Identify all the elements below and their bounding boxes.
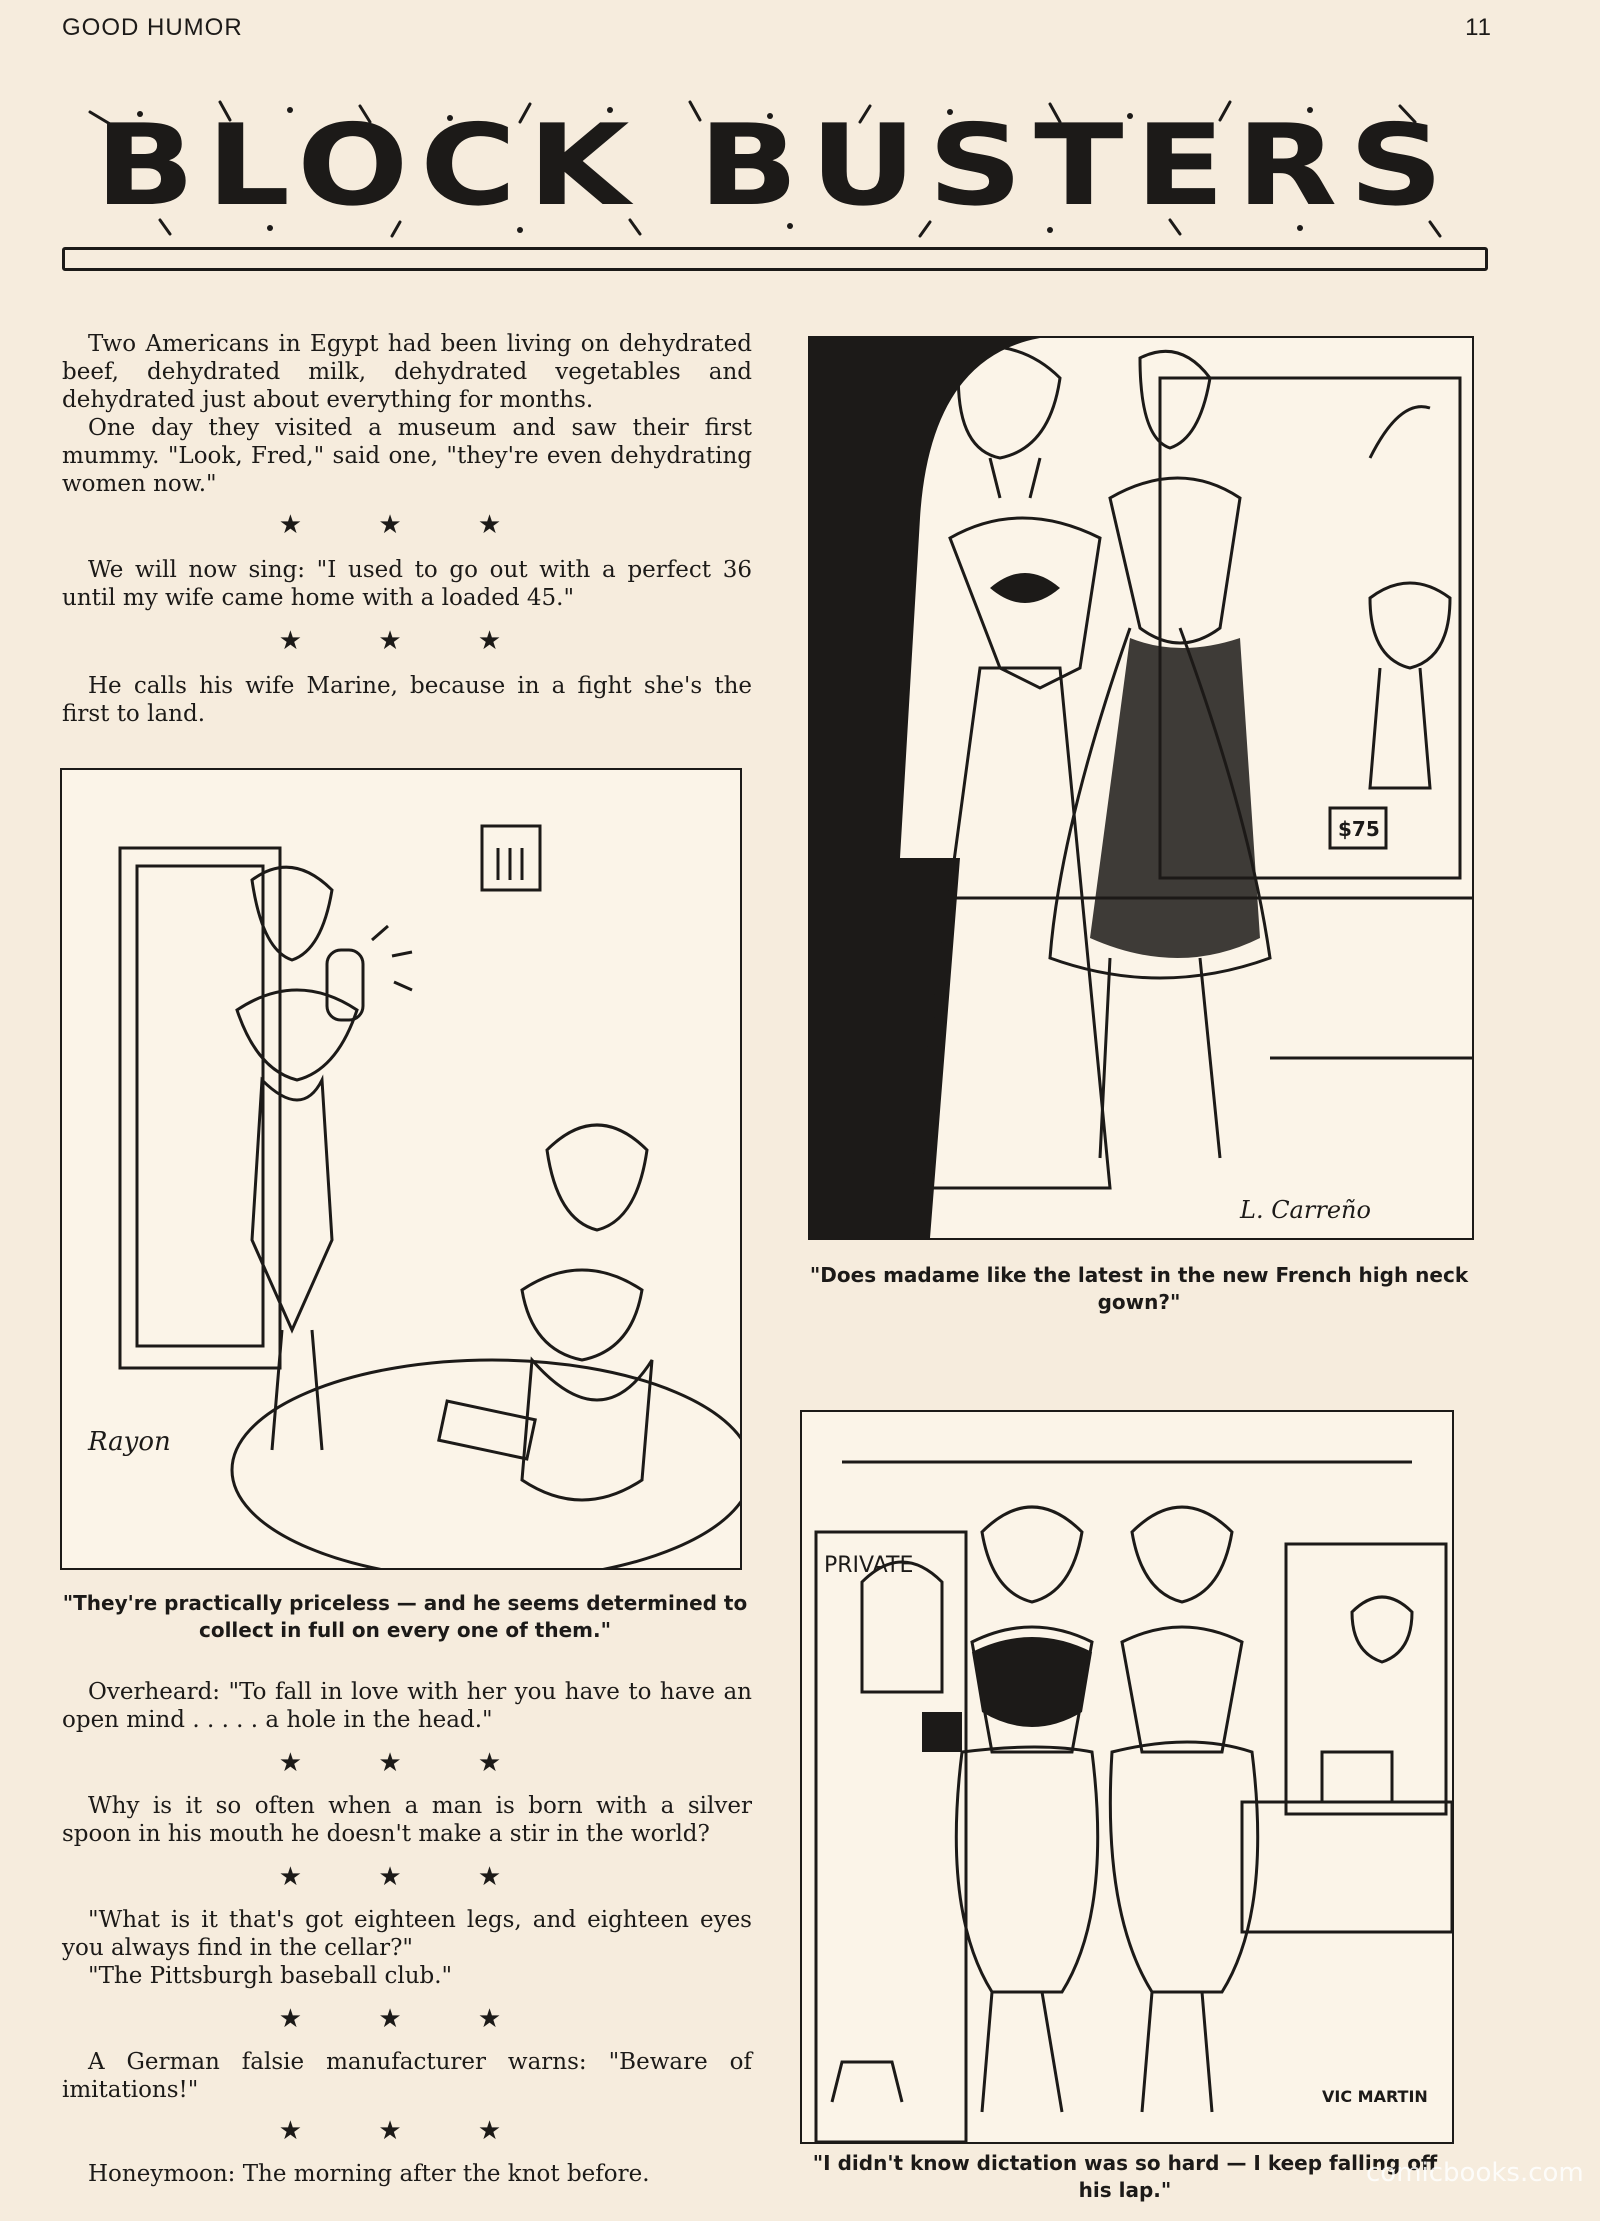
joke-paragraph: "The Pittsburgh baseball club." (88, 1963, 453, 1989)
separator-stars: ★ ★ ★ (278, 2116, 536, 2146)
cartoon-illustration (802, 1412, 1452, 2142)
separator-stars: ★ ★ ★ (278, 510, 536, 540)
separator-stars: ★ ★ ★ (278, 2004, 536, 2034)
joke-paragraph: "What is it that's got eighteen legs, and eighteen eyes you always find in the cellar?" (62, 1907, 752, 1961)
joke-open-mind (62, 1678, 752, 1734)
joke-paragraph: Why is it so often when a man is born with a silver spoon in his mouth he doesn't make a stir in the world? (62, 1793, 752, 1847)
joke-paragraph: Honeymoon: The morning after the knot before. (88, 2161, 650, 2187)
title-text: BLOCK BUSTERS (95, 101, 1455, 231)
page-number: 11 (1465, 14, 1492, 41)
watermark: comicbooks.com (1366, 2158, 1584, 2188)
cartoon-panel-high-neck-gown (808, 336, 1474, 1240)
separator-stars: ★ ★ ★ (278, 626, 536, 656)
joke-silver-spoon (62, 1792, 752, 1848)
page-title (70, 92, 1480, 242)
joke-paragraph: A German falsie manufacturer warns: "Beware of imitations!" (62, 2049, 752, 2103)
joke-paragraph: He calls his wife Marine, because in a fight she's the first to land. (62, 673, 752, 727)
cartoon-illustration (810, 338, 1472, 1238)
joke-perfect-36 (62, 556, 752, 612)
joke-falsie (62, 2048, 752, 2104)
caption-dictation: "I didn't know dictation was so hard — I keep falling off his lap." (812, 2151, 1438, 2202)
joke-mummy (62, 330, 752, 498)
title-underline (62, 247, 1488, 271)
joke-paragraph: Overheard: "To fall in love with her you have to have an open mind . . . . . a hole in the head." (62, 1679, 752, 1733)
separator-stars: ★ ★ ★ (278, 1748, 536, 1778)
magazine-title: GOOD HUMOR (62, 14, 243, 41)
cartoonist-signature: VIC MARTIN (1322, 2087, 1428, 2106)
cartoon-illustration (62, 770, 740, 1568)
door-sign: PRIVATE (824, 1553, 914, 1578)
joke-paragraph: One day they visited a museum and saw their first mummy. "Look, Fred," said one, "they're even dehydrating women now." (62, 415, 752, 497)
joke-paragraph: Two Americans in Egypt had been living on dehydrated beef, dehydrated milk, dehydrated vegetables and dehydrated just about everything for months. (62, 331, 752, 413)
caption-priceless: "They're practically priceless — and he seems determined to collect in full on every one of them." (62, 1591, 748, 1642)
joke-marine (62, 672, 752, 728)
joke-honeymoon (62, 2160, 752, 2188)
cartoonist-signature: Rayon (88, 1427, 171, 1457)
separator-stars: ★ ★ ★ (278, 1862, 536, 1892)
cartoonist-signature: L. Carreño (1240, 1196, 1371, 1224)
cartoon-panel-dictation (800, 1410, 1454, 2144)
joke-paragraph: We will now sing: "I used to go out with a perfect 36 until my wife came home with a loaded 45." (62, 557, 752, 611)
caption-high-neck-gown: "Does madame like the latest in the new French high neck gown?" (809, 1263, 1469, 1314)
joke-pittsburgh (62, 1906, 752, 1990)
title-lettering (70, 92, 1480, 242)
cartoon-panel-priceless (60, 768, 742, 1570)
price-tag: $75 (1338, 817, 1380, 841)
